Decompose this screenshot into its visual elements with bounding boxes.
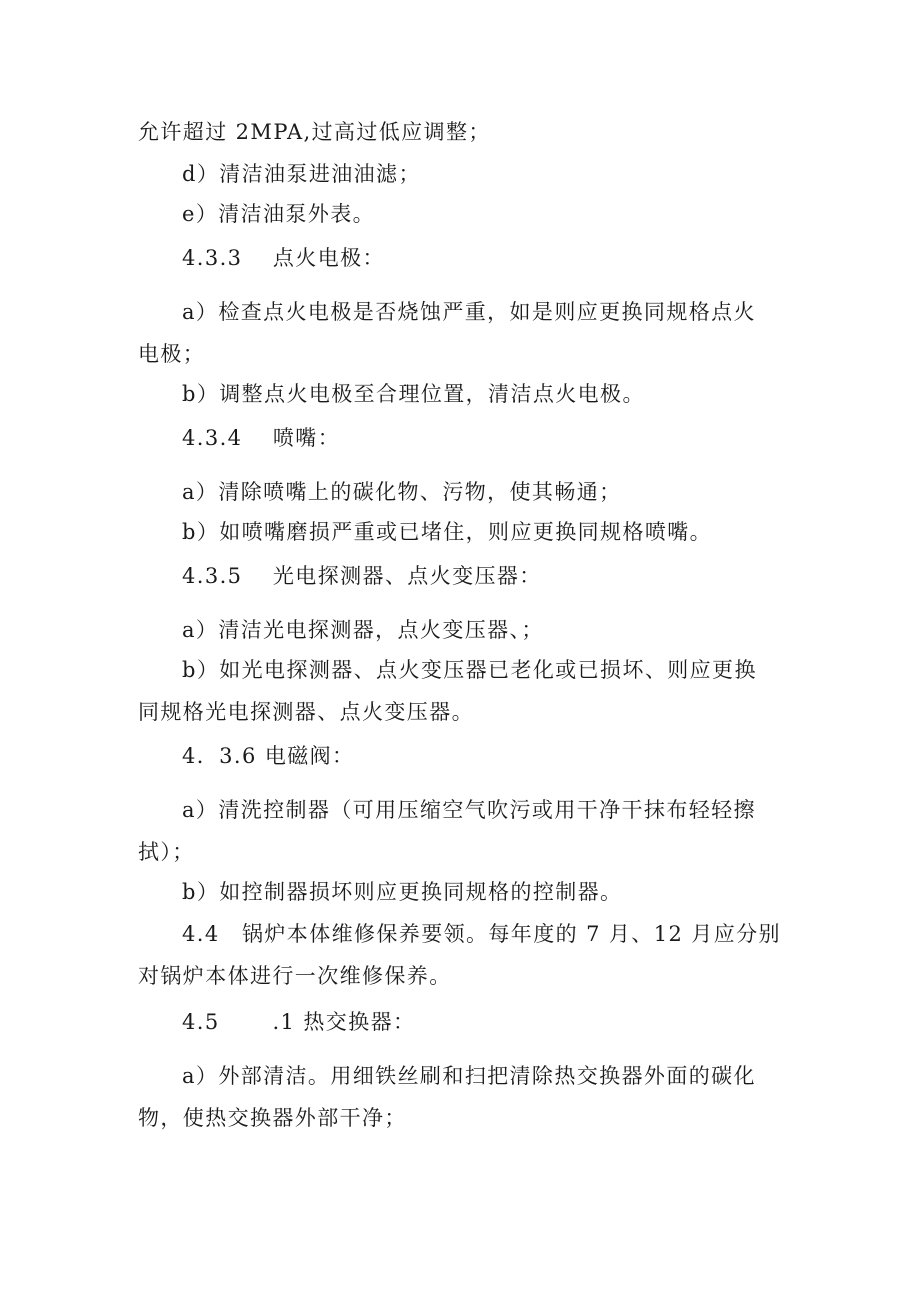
text-line-boiler-maintenance-cont: 对锅炉本体进行一次维修保养。 — [138, 964, 452, 988]
text-line-adjust-electrode: b）调整点火电极至合理位置，清洁点火电极。 — [182, 382, 645, 406]
text-line-external-cleaning-cont: 物，使热交换器外部干净； — [138, 1106, 407, 1130]
text-line-clean-controller-cont: 拭）； — [138, 840, 195, 864]
text-line-clean-pump-surface: e）清洁油泵外表。 — [182, 202, 376, 226]
text-line-clean-filter: d）清洁油泵进油油滤； — [182, 162, 421, 186]
section-heading-4-3-5: 4.3.5 光电探测器、点火变压器： — [182, 564, 542, 588]
text-line-clean-detector: a）清洁光电探测器，点火变压器、； — [182, 618, 544, 642]
text-line-pressure-note: 允许超过 2MPA,过高过低应调整； — [138, 120, 491, 144]
section-heading-4-5-1: 4.5 .1 热交换器： — [182, 1010, 416, 1034]
section-heading-4-3-3: 4.3.3 点火电极： — [182, 246, 385, 270]
text-line-boiler-maintenance: 4.4 锅炉本体维修保养要领。每年度的 7 月、12 月应分别 — [182, 922, 781, 946]
text-line-clean-controller: a）清洗控制器（可用压缩空气吹污或用干净干抹布轻轻擦 — [182, 798, 756, 822]
text-line-replace-detector-cont: 同规格光电探测器、点火变压器。 — [138, 700, 474, 724]
text-line-check-electrode: a）检查点火电极是否烧蚀严重，如是则应更换同规格点火 — [182, 300, 756, 324]
text-line-clean-nozzle: a）清除喷嘴上的碳化物、污物，使其畅通； — [182, 480, 622, 504]
text-line-replace-controller: b）如控制器损坏则应更换同规格的控制器。 — [182, 880, 623, 904]
text-line-replace-nozzle: b）如喷嘴磨损严重或已堵住，则应更换同规格喷嘴。 — [182, 520, 713, 544]
text-line-external-cleaning: a）外部清洁。用细铁丝刷和扫把清除热交换器外面的碳化 — [182, 1064, 756, 1088]
text-line-check-electrode-cont: 电极； — [138, 342, 206, 366]
section-heading-4-3-6: 4．3.6 电磁阀： — [182, 744, 355, 768]
text-line-replace-detector: b）如光电探测器、点火变压器已老化或已损坏、则应更换 — [182, 658, 757, 682]
section-heading-4-3-4: 4.3.4 喷嘴： — [182, 426, 341, 450]
